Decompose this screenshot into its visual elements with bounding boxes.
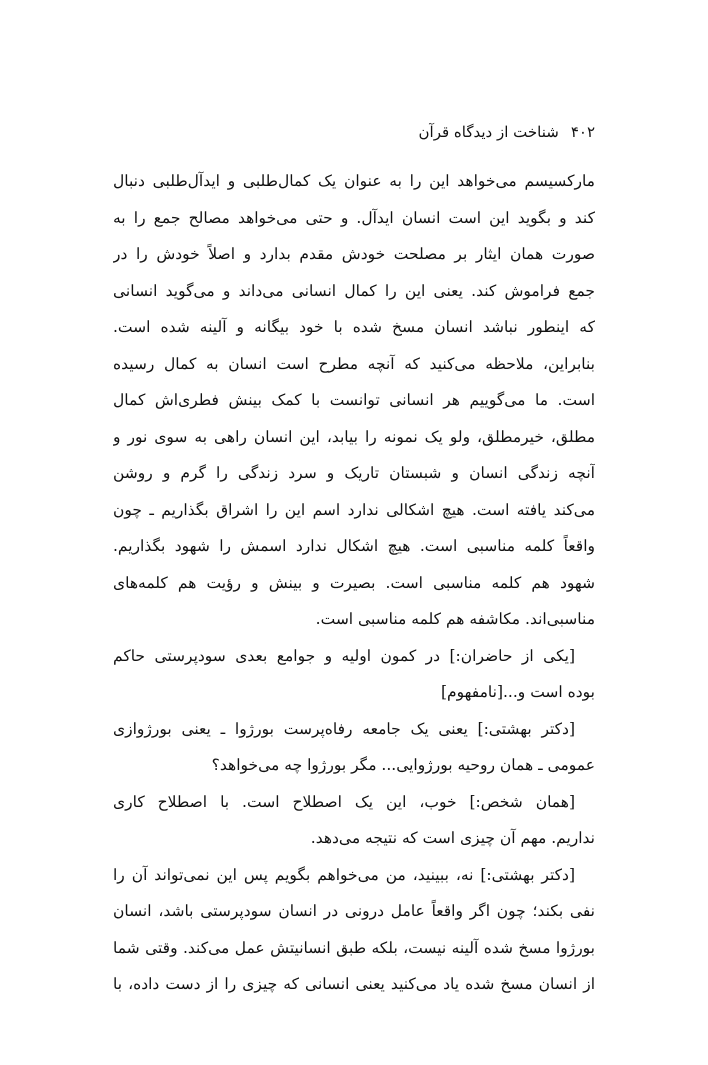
- text-line: [یکی از حاضران:] در کمون اولیه و جوامع بعدی سودپرستی حاکم: [113, 646, 575, 665]
- text-line: کند و بگوید این است انسان ایدآل. و حتی می‌خواهد مصالح جمع را به: [113, 208, 595, 227]
- text-line: بوده است و...[نامفهوم]: [440, 683, 595, 701]
- text-line: آنچه زندگی انسان و شبستان تاریک و سرد زندگی را گرم و روشن: [113, 464, 595, 482]
- book-title: شناخت از دیدگاه قرآن: [418, 123, 559, 141]
- text-line: بنابراین، ملاحظه می‌کنید که آنچه مطرح است انسان به کمال رسیده: [113, 354, 595, 373]
- text-line: شهود هم کلمه مناسبی است. بصیرت و بینش و رؤیت هم کلمه‌های: [113, 573, 595, 592]
- text-line: صورت همان ایثار بر مصلحت خودش مقدم بدارد و اصلاً خودش را در: [113, 245, 595, 263]
- text-line: جمع فراموش کند. یعنی این را کمال انسانی می‌داند و می‌گوید انسانی: [113, 281, 595, 300]
- text-line: مطلق، خیرمطلق، ولو یک نمونه را بیابد، این انسان راهی به سوی نور و: [113, 427, 595, 446]
- page-number: ۴۰۲: [570, 123, 595, 141]
- text-line: [دکتر بهشتی:] یعنی یک جامعه رفاه‌پرست بورژوا ـ یعنی بورژوازی: [113, 719, 575, 738]
- text-line: [دکتر بهشتی:] نه، ببینید، من می‌خواهم بگویم پس این نمی‌تواند آن را: [113, 865, 575, 884]
- text-line: عمومی ـ همان روحیه بورژوایی... مگر بورژوا چه می‌خواهد؟: [211, 756, 595, 774]
- text-line: که اینطور نباشد انسان مسخ شده با خود بیگانه و آلینه شده است.: [113, 318, 595, 336]
- text-line: از انسان مسخ شده یاد می‌کنید یعنی انسانی که چیزی را از دست داده، با: [113, 975, 595, 993]
- text-line: نداریم. مهم آن چیزی است که نتیجه می‌دهد.: [310, 829, 595, 847]
- running-head: [113, 122, 595, 142]
- text-line: نفی بکند؛ چون اگر واقعاً عامل درونی در انسان سودپرستی باشد، انسان: [113, 902, 595, 920]
- text-line: است. ما می‌گوییم هر انسانی توانست با کمک بینش فطری‌اش کمال: [113, 391, 595, 409]
- text-line: واقعاً کلمه مناسبی است. هیچ اشکال ندارد اسمش را شهود بگذاریم.: [113, 537, 595, 555]
- text-line: مارکسیسم می‌خواهد این را به عنوان یک کمال‌طلبی و ایدآل‌طلبی دنبال: [113, 172, 595, 190]
- body-text: [113, 163, 595, 1003]
- text-line: می‌کند یافته است. هیچ اشکالی ندارد اسم این را اشراق بگذاریم ـ چون: [113, 500, 595, 519]
- text-line: [همان شخص:] خوب، این یک اصطلاح است. با اصطلاح کاری: [113, 792, 575, 811]
- text-line: بورژوا مسخ شده آلینه نیست، بلکه طبق انسانیتش عمل می‌کند. وقتی شما: [113, 938, 595, 957]
- text-line: مناسبی‌اند. مکاشفه هم کلمه مناسبی است.: [315, 610, 595, 628]
